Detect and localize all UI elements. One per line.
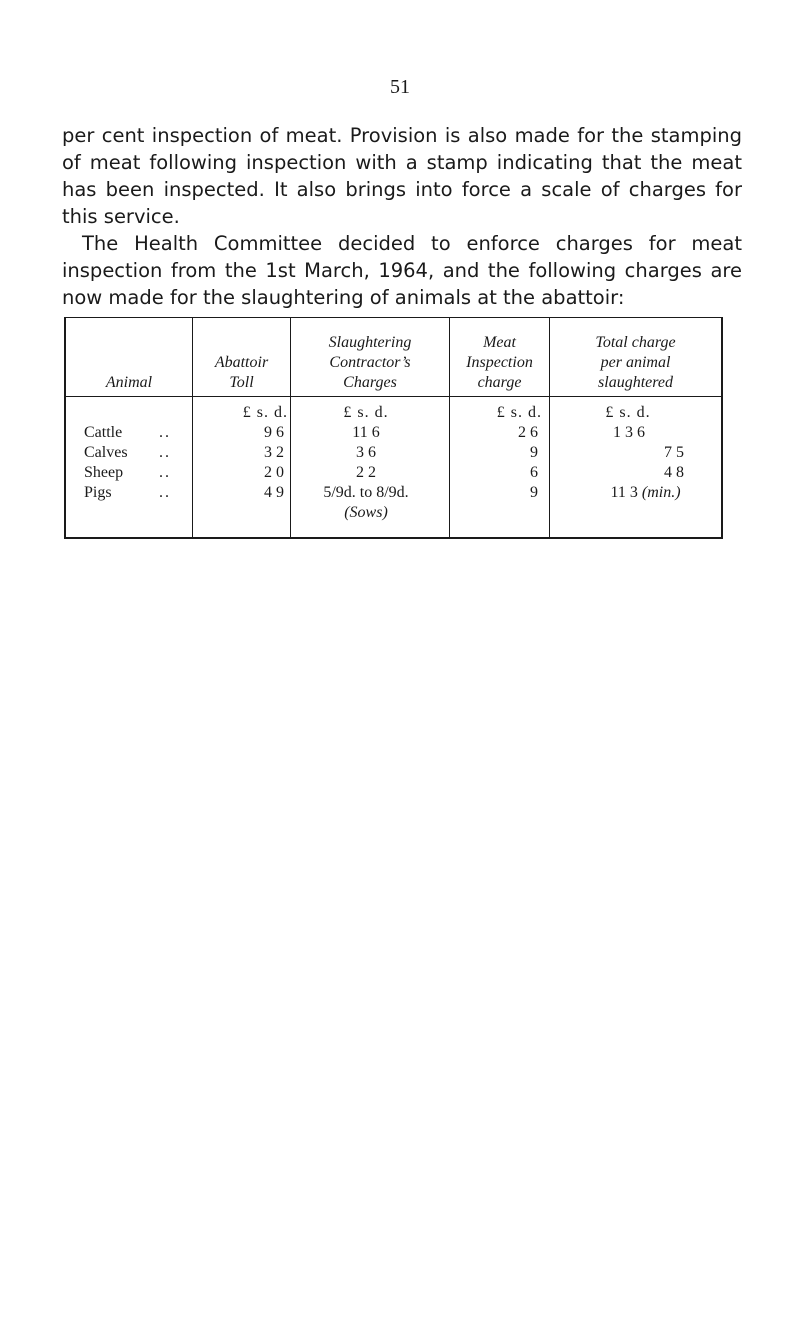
cell-total [550,483,721,503]
cell-abattoir-toll: 9 6 [264,424,284,441]
header-line: Abattoir [214,354,269,371]
leader-dots: .. [159,444,171,461]
cell-meat-inspection: 9 [530,444,538,461]
cell-slaughtering: 11 6 [352,424,380,441]
units-total: £ s. d. [605,404,651,421]
units-abattoir-toll: £ s. d. [242,404,288,421]
table-column-rule [721,317,723,539]
header-line: slaughtered [598,374,673,391]
page-number: 51 [390,76,410,98]
sows-note: (Sows) [344,504,388,521]
header-line: Slaughtering [328,334,412,351]
table-top-rule [64,317,723,318]
total-value: 11 3 [610,484,638,501]
charges-table [64,317,723,539]
header-line: Toll [229,374,254,391]
row-label-cattle: Cattle [84,424,123,441]
cell-total: 7 5 [664,444,684,461]
row-label-pigs: Pigs [84,484,112,501]
header-line: Inspection [466,354,533,371]
header-meat-inspection [450,325,549,393]
header-animal [66,325,192,393]
cell-abattoir-toll: 4 9 [264,484,284,501]
min-note: (min.) [641,484,681,501]
header-line: Charges [343,374,397,391]
header-slaughtering-charges [291,325,449,393]
leader-dots: .. [159,484,171,501]
header-line: Contractor’s [329,354,411,371]
header-line: per animal [600,354,671,371]
cell-slaughtering: 5/9d. to 8/9d. [323,484,409,501]
header-line: Meat [483,334,516,351]
cell-meat-inspection: 6 [530,464,538,481]
table-bottom-rule [64,537,723,539]
leader-dots: .. [159,424,171,441]
row-label-sheep: Sheep [84,464,124,481]
header-total-charge [550,325,721,393]
cell-slaughtering-note [291,503,441,523]
cell-meat-inspection: 2 6 [518,424,538,441]
row-label-calves: Calves [84,444,128,461]
header-line: charge [477,374,522,391]
table-header-rule [64,396,723,397]
units-slaughtering: £ s. d. [343,404,389,421]
header-line: Total charge [595,334,676,351]
body-paragraph-1: per cent inspection of meat. Provision is also made for the stamping of meat following inspection with a stamp indicating that the meat has been inspected. It also brings into force a scale of charges for this service. [62,124,742,228]
cell-abattoir-toll: 3 2 [264,444,284,461]
cell-slaughtering: 2 2 [356,464,376,481]
header-abattoir-toll [193,325,290,393]
cell-meat-inspection: 9 [530,484,538,501]
header-line: Animal [105,374,153,391]
units-meat-inspection: £ s. d. [496,404,542,421]
cell-total: 4 8 [664,464,684,481]
cell-slaughtering: 3 6 [356,444,376,461]
leader-dots: .. [159,464,171,481]
cell-abattoir-toll: 2 0 [264,464,284,481]
cell-total: 1 3 6 [613,424,645,441]
body-paragraph-2: The Health Committee decided to enforce charges for meat inspection from the 1st March, 1964, and the following charges are now made for the slaughtering of animals at the abattoir: [62,232,742,309]
